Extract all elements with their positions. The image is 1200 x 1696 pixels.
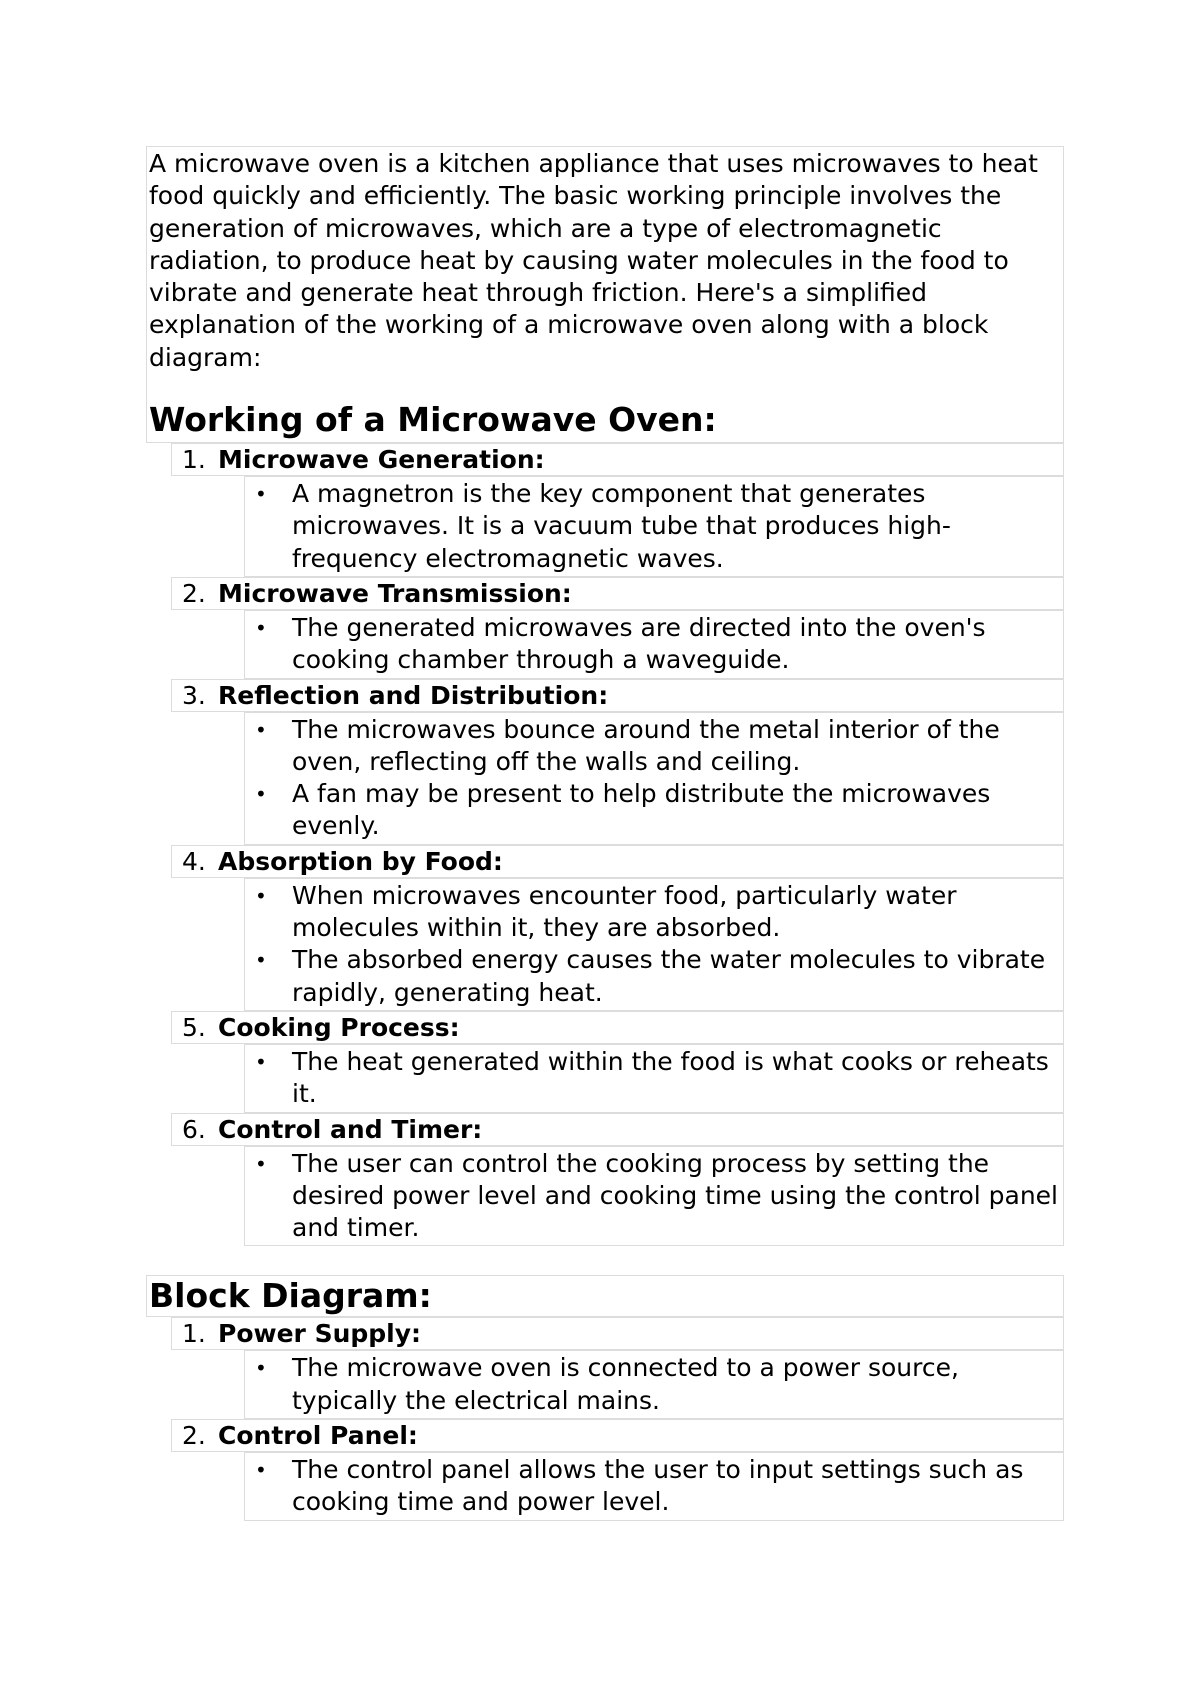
step-label: Control Panel: (218, 1421, 418, 1451)
bullet-icon: • (255, 782, 267, 807)
bullet-text: The microwave oven is connected to a power source, typically the electrical mains. (292, 1353, 959, 1415)
bullet-icon: • (255, 883, 267, 908)
step-number: 4. (182, 846, 206, 876)
step-title (171, 679, 1064, 712)
step-title (171, 1113, 1064, 1146)
bullet-item (245, 1148, 1061, 1245)
step-label: Microwave Generation: (218, 445, 545, 475)
bullet-icon: • (255, 482, 267, 507)
bullet-item (245, 944, 1061, 1009)
bullet-item (245, 478, 1061, 575)
bullet-text: The microwaves bounce around the metal interior of the oven, reflecting off the walls and ceiling. (292, 714, 1000, 776)
bullet-icon: • (255, 1458, 267, 1483)
step-bullets (244, 712, 1064, 845)
bullet-text: The heat generated within the food is what cooks or reheats it. (292, 1046, 1049, 1109)
working-step (146, 577, 1064, 679)
working-step (146, 1011, 1064, 1113)
step-number: 2. (182, 1421, 206, 1451)
bullet-text: The control panel allows the user to input settings such as cooking time and power level. (292, 1455, 1024, 1517)
step-title (171, 1011, 1064, 1044)
bullet-item (245, 612, 1061, 677)
working-heading: Working of a Microwave Oven: (149, 400, 717, 440)
step-number: 5. (182, 1012, 206, 1042)
step-title (171, 443, 1064, 476)
step-number: 2. (182, 578, 206, 608)
bullet-icon: • (255, 615, 267, 640)
step-title (171, 1317, 1064, 1350)
block-diagram-list (146, 1317, 1064, 1520)
block-diagram-heading: Block Diagram: (149, 1276, 432, 1316)
working-step (146, 1113, 1064, 1247)
step-bullets (244, 1146, 1064, 1247)
step-label: Absorption by Food: (218, 846, 503, 876)
step-label: Microwave Transmission: (218, 578, 572, 608)
step-label: Power Supply: (218, 1319, 422, 1349)
step-number: 1. (182, 1319, 206, 1349)
intro-paragraph: A microwave oven is a kitchen appliance that uses microwaves to heat food quickly and efficiently. The basic working principle involves the generation of microwaves, which are a type of electromagnetic radiation, to produce heat by causing water molecules in the food to vibrate and generate heat through friction. Here's a simplified explanation of the working of a microwave oven along with a block diagram: (149, 149, 1038, 372)
bullet-item (245, 1454, 1061, 1519)
step-bullets (244, 610, 1064, 679)
bullet-text: The generated microwaves are directed into the oven's cooking chamber through a waveguide. (292, 612, 986, 675)
working-steps-list (146, 443, 1064, 1246)
step-bullets (244, 1044, 1064, 1113)
bullet-icon: • (255, 1151, 267, 1176)
bullet-icon: • (255, 1356, 267, 1381)
bullet-item (245, 778, 1061, 843)
bullet-item (245, 1046, 1061, 1111)
bullet-item (245, 714, 1061, 779)
step-number: 1. (182, 445, 206, 475)
step-number: 3. (182, 680, 206, 710)
block-diagram-heading-box (146, 1275, 1064, 1317)
step-bullets (244, 1452, 1064, 1521)
bullet-text: A fan may be present to help distribute the microwaves evenly. (292, 779, 991, 841)
working-step (146, 443, 1064, 577)
step-title (171, 577, 1064, 610)
bullet-item (245, 880, 1061, 945)
step-title (171, 1419, 1064, 1452)
bullet-text: A magnetron is the key component that generates microwaves. It is a vacuum tube that produces high-frequency electromagnetic waves. (292, 479, 951, 573)
block-diagram-step (146, 1419, 1064, 1521)
step-label: Cooking Process: (218, 1012, 460, 1042)
step-number: 6. (182, 1114, 206, 1144)
step-bullets (244, 476, 1064, 577)
working-step (146, 679, 1064, 845)
bullet-text: The user can control the cooking process by setting the desired power level and cooking time using the control panel and timer. (292, 1148, 1059, 1243)
working-step (146, 845, 1064, 1011)
step-label: Control and Timer: (218, 1114, 483, 1144)
step-title (171, 845, 1064, 878)
bullet-icon: • (255, 717, 267, 742)
block-diagram-step (146, 1317, 1064, 1419)
intro-block (146, 146, 1064, 443)
bullet-text: The absorbed energy causes the water molecules to vibrate rapidly, generating heat. (292, 945, 1046, 1007)
bullet-icon: • (255, 948, 267, 973)
bullet-icon: • (255, 1049, 267, 1074)
bullet-item (245, 1352, 1061, 1417)
step-bullets (244, 1350, 1064, 1419)
bullet-text: When microwaves encounter food, particularly water molecules within it, they are absorbed. (292, 880, 957, 943)
step-label: Reflection and Distribution: (218, 680, 609, 710)
document-page (146, 146, 1064, 1521)
step-bullets (244, 878, 1064, 1011)
